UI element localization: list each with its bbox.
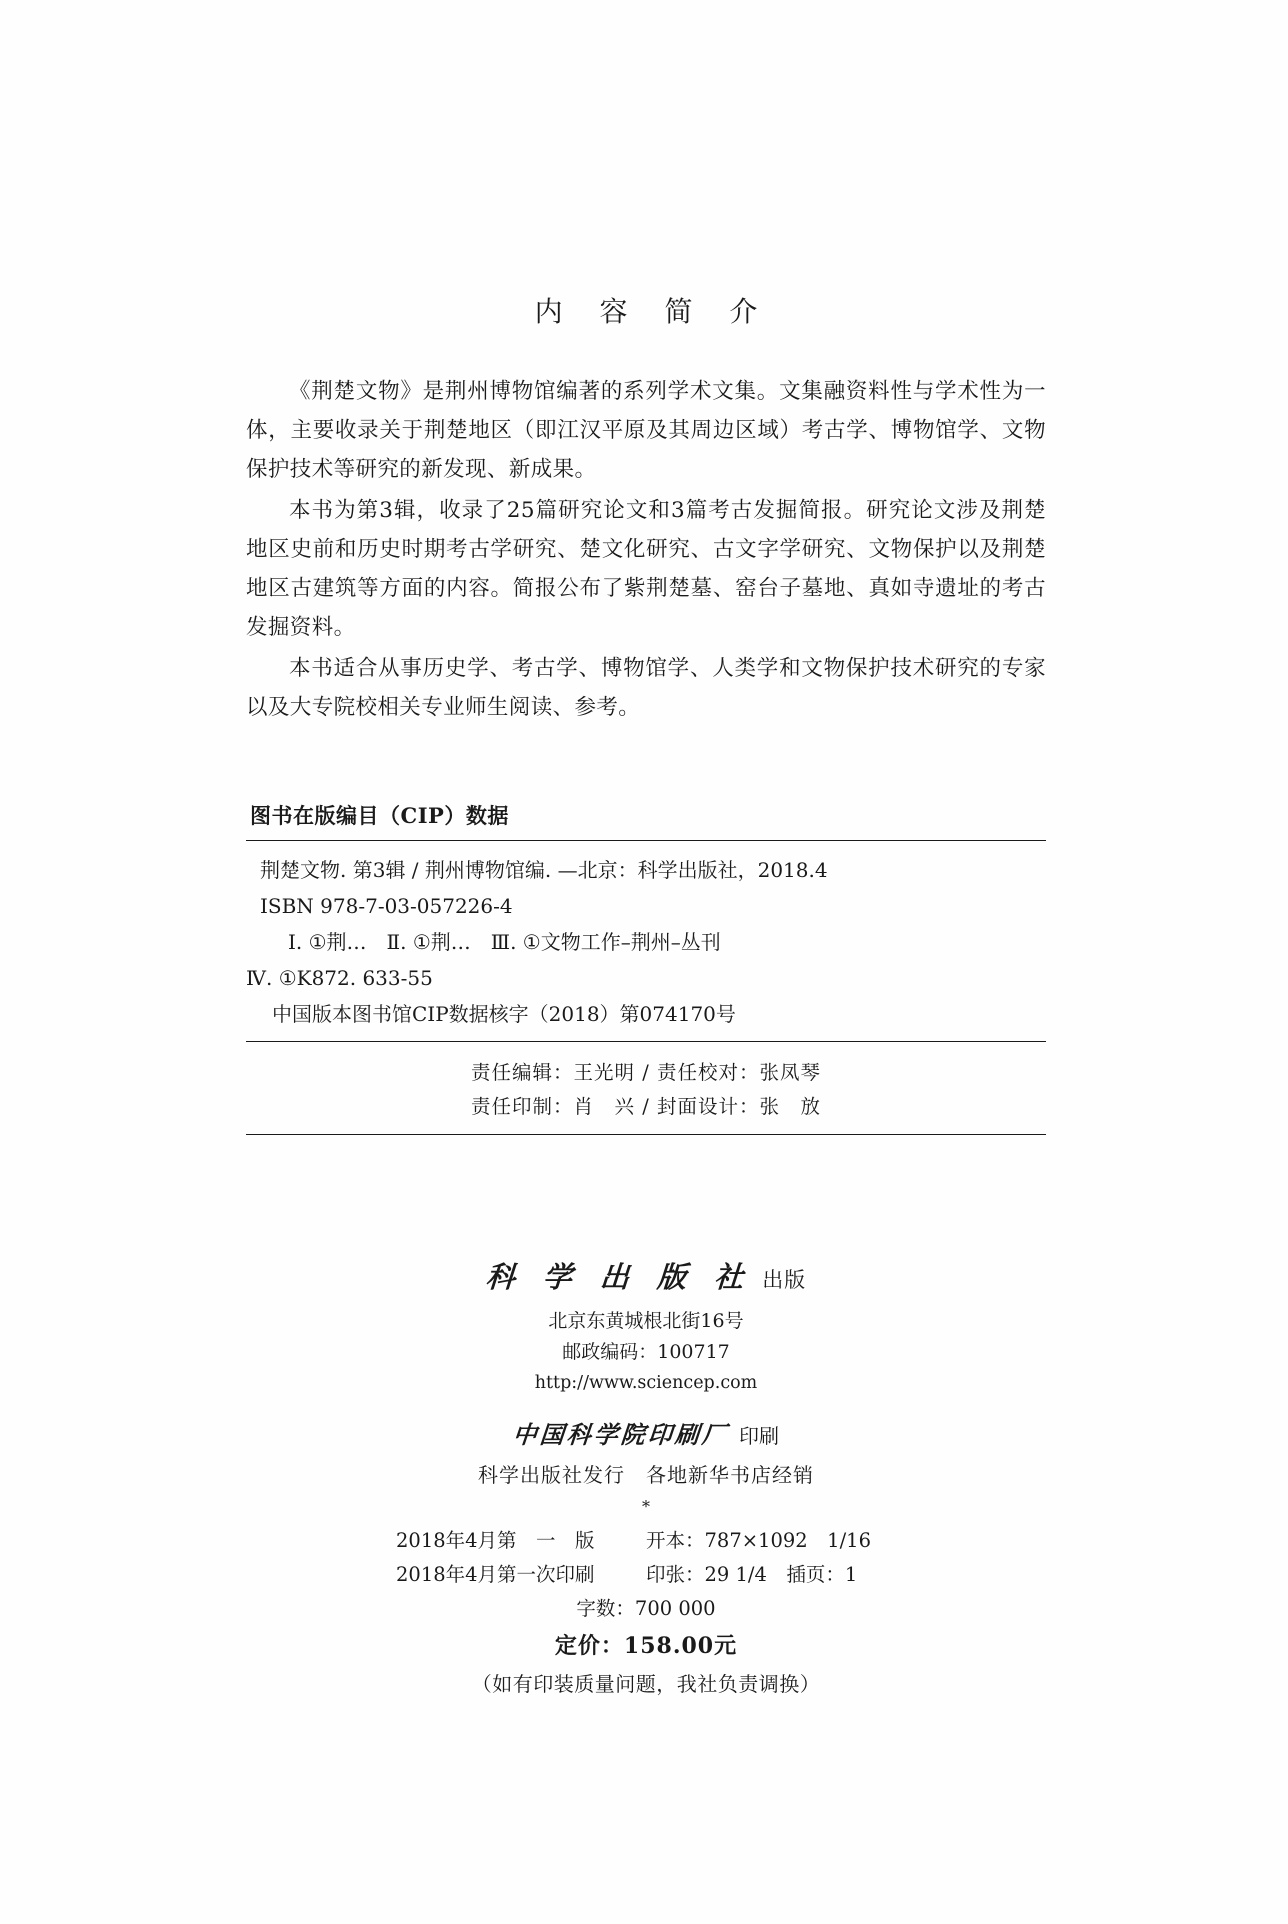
printer-row bbox=[246, 1415, 1046, 1450]
staff-printing-line: 责任印制：肖 兴 / 封面设计：张 放 bbox=[471, 1095, 821, 1118]
spec-row-edition bbox=[396, 1524, 896, 1558]
summary-paragraph-3: 本书适合从事历史学、考古学、博物馆学、人类学和文物保护技术研究的专家以及大专院校相关专业师生阅读、参考。 bbox=[246, 656, 1046, 720]
publisher-postcode: 邮政编码：100717 bbox=[562, 1341, 730, 1363]
spec-row-printing bbox=[396, 1558, 896, 1592]
cip-heading: 图书在版编目（CIP）数据 bbox=[250, 803, 509, 828]
staff-editor-line: 责任编辑：王光明 / 责任校对：张凤琴 bbox=[471, 1061, 821, 1084]
cip-line-isbn: ISBN 978-7-03-057226-4 bbox=[260, 894, 513, 918]
printer-name: 中国科学院印刷厂 bbox=[511, 1420, 731, 1449]
cip-line-registry: 中国版本图书馆CIP数据核字（2018）第074170号 bbox=[272, 1002, 736, 1026]
staff-bottom-rule bbox=[246, 1134, 1046, 1135]
publisher-section bbox=[246, 1255, 1046, 1702]
spec-edition-date: 2018年4月第 一 版 bbox=[396, 1529, 595, 1552]
page-title: 内 容 简 介 bbox=[534, 295, 772, 328]
cip-line-title: 荆楚文物. 第3辑 / 荆州博物馆编. —北京：科学出版社，2018.4 bbox=[260, 858, 828, 882]
summary-section bbox=[246, 290, 1046, 729]
price-line: 定价：158.00元 bbox=[554, 1633, 738, 1659]
publisher-address: 北京东黄城根北街16号 bbox=[548, 1310, 744, 1332]
printer-name-suffix: 印刷 bbox=[739, 1424, 779, 1448]
summary-paragraph-1: 《荆楚文物》是荆州博物馆编著的系列学术文集。文集融资料性与学术性为一体，主要收录关于荆楚地区（即江汉平原及其周边区域）考古学、博物馆学、文物保护技术等研究的新发现、新成果。 bbox=[246, 379, 1046, 482]
spec-format: 开本：787×1092 1/16 bbox=[646, 1529, 871, 1552]
summary-paragraph-2: 本书为第3辑，收录了25篇研究论文和3篇考古发掘简报。研究论文涉及荆楚地区史前和历史时期考古学研究、楚文化研究、古文字学研究、文物保护以及荆楚地区古建筑等方面的内容。简报公布了紫荆楚墓、窑台子墓地、真如寺遗址的考古发掘资料。 bbox=[246, 498, 1046, 640]
cip-body bbox=[246, 841, 1046, 1041]
staff-credits bbox=[246, 1042, 1046, 1134]
publisher-url: http://www.sciencep.com bbox=[534, 1373, 758, 1393]
distribution-line: 科学出版社发行 各地新华书店经销 bbox=[478, 1463, 814, 1487]
spec-block bbox=[396, 1524, 896, 1626]
quality-note: （如有印装质量问题，我社负责调换） bbox=[471, 1672, 821, 1696]
publisher-name: 科 学 出 版 社 bbox=[484, 1260, 754, 1294]
cip-line-classification-1: Ⅰ. ①荆… Ⅱ. ①荆… Ⅲ. ①文物工作–荆州–丛刊 bbox=[288, 930, 721, 954]
spec-sheets: 印张：29 1/4 插页：1 bbox=[646, 1563, 858, 1586]
publisher-name-row bbox=[246, 1255, 1046, 1296]
separator-asterisk: * bbox=[642, 1497, 650, 1516]
cip-line-classification-2: Ⅳ. ①K872. 633-55 bbox=[246, 966, 433, 990]
cip-section bbox=[246, 800, 1046, 1135]
spec-word-count: 字数：700 000 bbox=[576, 1597, 716, 1620]
publisher-name-suffix: 出版 bbox=[762, 1268, 807, 1292]
spec-print-date: 2018年4月第一次印刷 bbox=[396, 1563, 595, 1586]
